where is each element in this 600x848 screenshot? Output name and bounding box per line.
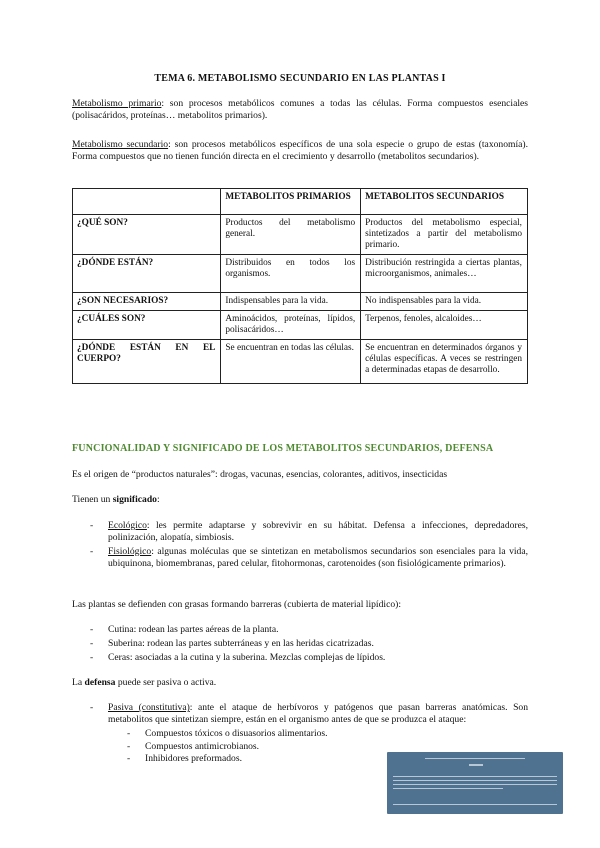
thumbnail-line xyxy=(393,804,557,805)
list-item xyxy=(127,728,387,741)
thumbnail-line xyxy=(393,784,557,785)
table-header-empty xyxy=(73,189,221,215)
list-dash: - xyxy=(127,740,131,752)
list-item-text: Compuestos antimicrobianos. xyxy=(145,740,260,752)
row-question: ¿SON NECESARIOS? xyxy=(73,293,221,311)
barriers-paragraph: Las plantas se defienden con grasas formando barreras (cubierta de material lipídico): xyxy=(72,599,401,610)
document-title: TEMA 6. METABOLISMO SECUNDARIO EN LAS PLANTAS I xyxy=(154,73,446,84)
list-item xyxy=(90,652,528,664)
row-primary-cell: Aminoácidos, proteínas, lípidos, polisacáridos… xyxy=(221,311,361,340)
row-secondary-cell: No indispensables para la vida. xyxy=(361,293,528,311)
list-dash: - xyxy=(90,546,94,557)
barriers-list xyxy=(90,624,528,664)
row-question: ¿QUÉ SON? xyxy=(73,215,221,255)
significance-prefix: Tienen un xyxy=(72,494,113,505)
list-item xyxy=(127,753,387,766)
significance-suffix: : xyxy=(156,494,160,505)
defense-bold: defensa xyxy=(84,677,116,688)
list-item-text: : les permite adaptarse y sobrevivir en su hábitat. Defensa a infecciones, depredadores, polinización, alopatía, simbiosis. xyxy=(108,520,528,543)
list-item-text: Compuestos tóxicos o disuasorios alimentarios. xyxy=(145,728,328,739)
defense-prefix: La xyxy=(72,677,85,688)
row-secondary-cell: Productos del metabolismo especial, sintetizados a partir del metabolismo primario. xyxy=(361,215,528,255)
list-dash: - xyxy=(90,520,94,531)
primary-metabolism-term: Metabolismo primario xyxy=(72,98,162,109)
list-item-text: : ante el ataque de herbívoros y patógenos que pasan barreras anatómicas. Son metabolitos que sintetizan siempre, están en el organismo antes de que se produzca el ataque: xyxy=(108,702,529,725)
secondary-metabolism-paragraph xyxy=(72,139,528,163)
comparison-table xyxy=(72,188,528,384)
table-header-primary: METABOLITOS PRIMARIOS xyxy=(221,189,361,215)
list-item xyxy=(127,741,387,754)
list-item xyxy=(90,638,528,650)
list-item xyxy=(90,624,528,636)
row-secondary-cell: Distribución restringida a ciertas plantas, microorganismos, animales… xyxy=(361,255,528,293)
thumbnail-line xyxy=(425,758,525,759)
table-header-row xyxy=(73,189,528,215)
defense-suffix: puede ser pasiva o activa. xyxy=(115,677,217,688)
table-header-secondary: METABOLITOS SECUNDARIOS xyxy=(361,189,528,215)
list-item-text: Inhibidores preformados. xyxy=(145,753,242,764)
defense-list xyxy=(90,702,528,726)
defense-paragraph xyxy=(72,677,528,689)
list-item xyxy=(90,702,528,726)
list-dash: - xyxy=(127,728,131,739)
significance-intro xyxy=(72,494,528,506)
significance-bold: significado xyxy=(112,494,157,505)
primary-metabolism-paragraph xyxy=(72,98,528,122)
list-dash: - xyxy=(90,652,94,663)
list-item-term: Pasiva (constitutiva) xyxy=(108,702,190,713)
row-question: ¿DÓNDE ESTÁN EN EL CUERPO? xyxy=(73,340,221,384)
table-row xyxy=(73,311,528,340)
thumbnail-line xyxy=(469,764,483,766)
table-row xyxy=(73,215,528,255)
section-heading: FUNCIONALIDAD Y SIGNIFICADO DE LOS METABOLITOS SECUNDARIOS, DEFENSA xyxy=(72,443,494,454)
list-item-text: : algunas moléculas que se sintetizan en metabolismos secundarios son esenciales para la vida, ubiquinona, biomembranas, pared celular, fitohormonas, carotenoides (son fisiológicamente primarios). xyxy=(108,546,528,569)
passive-sublist xyxy=(127,728,387,766)
secondary-metabolism-term: Metabolismo secundario xyxy=(72,139,169,150)
table-row xyxy=(73,293,528,311)
origin-paragraph: Es el origen de “productos naturales”: drogas, vacunas, esencias, colorantes, aditivos, insecticidas xyxy=(72,469,448,480)
list-item-text: Cutina: rodean las partes aéreas de la planta. xyxy=(108,624,279,635)
thumbnail-line xyxy=(393,788,503,789)
thumbnail-line xyxy=(393,780,557,781)
secondary-metabolism-text: : son procesos metabólicos específicos de una sola especie o grupo de estas (taxonomía). Forma compuestos que no tienen función directa en el crecimiento y desarrollo (metabolitos secundarios). xyxy=(72,139,528,162)
list-dash: - xyxy=(90,624,94,635)
row-primary-cell: Indispensables para la vida. xyxy=(221,293,361,311)
row-primary-cell: Productos del metabolismo general. xyxy=(221,215,361,255)
list-item-term: Ecológico xyxy=(108,520,147,531)
row-secondary-cell: Se encuentran en determinados órganos y células específicas. A veces se restringen a determinadas etapas de desarrollo. xyxy=(361,340,528,384)
table-row xyxy=(73,340,528,384)
table-row xyxy=(73,255,528,293)
list-item-text: Ceras: asociadas a la cutina y la suberina. Mezclas complejas de lípidos. xyxy=(108,652,386,663)
list-dash: - xyxy=(90,638,94,649)
row-primary-cell: Se encuentran en todas las células. xyxy=(221,340,361,384)
row-primary-cell: Distribuidos en todos los organismos. xyxy=(221,255,361,293)
row-secondary-cell: Terpenos, fenoles, alcaloides… xyxy=(361,311,528,340)
embedded-thumbnail-image xyxy=(387,752,563,814)
thumbnail-line xyxy=(393,776,557,777)
primary-metabolism-text: : son procesos metabólicos comunes a todas las células. Forma compuestos esenciales (polisacáridos, proteínas… metabolitos primarios). xyxy=(72,98,528,121)
list-item-term: Fisiológico xyxy=(108,546,152,557)
list-item-text: Suberina: rodean las partes subterráneas y en las heridas cicatrizadas. xyxy=(108,638,374,649)
list-item xyxy=(90,520,528,544)
significance-list xyxy=(90,520,528,570)
list-dash: - xyxy=(90,702,94,713)
list-item xyxy=(90,546,528,570)
row-question: ¿DÓNDE ESTÁN? xyxy=(73,255,221,293)
list-dash: - xyxy=(127,753,131,764)
row-question: ¿CUÁLES SON? xyxy=(73,311,221,340)
